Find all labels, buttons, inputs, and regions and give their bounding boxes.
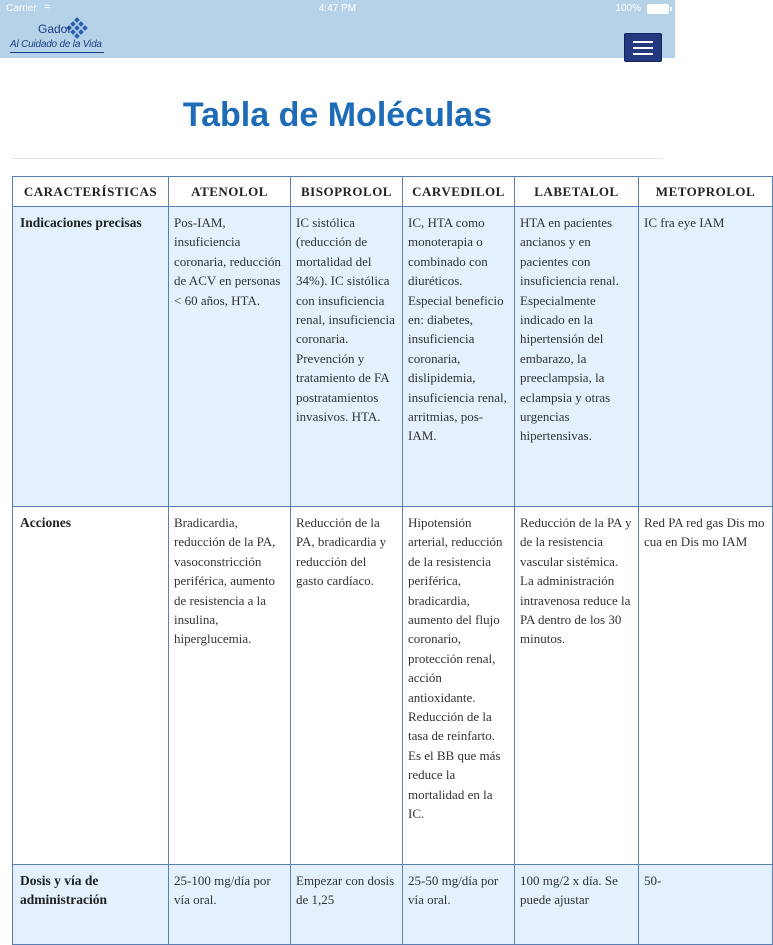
status-bar	[0, 0, 675, 18]
title-divider	[12, 158, 663, 159]
table-cell: 50-	[639, 865, 773, 945]
table-row	[13, 207, 773, 507]
logo-brand: Gador	[38, 22, 72, 36]
battery-percent: 100%	[615, 3, 641, 14]
table-row	[13, 507, 773, 865]
row-label-acciones: Acciones	[13, 507, 169, 865]
molecules-table-scroll[interactable]	[12, 176, 765, 908]
table-cell: Pos-IAM, insuficiencia coronaria, reducción de ACV en personas < 60 años, HTA.	[169, 207, 291, 507]
table-row	[13, 865, 773, 945]
hamburger-menu-icon	[633, 41, 653, 43]
table-cell: HTA en pacientes ancianos y en pacientes con insuficiencia renal. Especialmente indicado en la hipertensión del embarazo, la preeclampsia, la eclampsia y otras urgencias hipertensivas.	[515, 207, 639, 507]
gador-logo[interactable]	[10, 20, 110, 56]
table-cell: Bradicardia, reducción de la PA, vasoconstricción periférica, aumento de resistencia a la insulina, hiperglucemia.	[169, 507, 291, 865]
carrier-label: Carrier	[6, 3, 37, 14]
table-header-row	[13, 177, 773, 207]
page-title: Tabla de Moléculas	[182, 96, 493, 134]
status-time: 4:47 PM	[318, 3, 357, 14]
row-label-indicaciones: Indicaciones precisas	[13, 207, 169, 507]
hamburger-menu-icon	[633, 53, 653, 55]
header-metoprolol: METOPROLOL	[639, 177, 773, 207]
table-cell: Reducción de la PA y de la resistencia vascular sistémica. La administración intravenosa reduce la PA dentro de los 30 minutos.	[515, 507, 639, 865]
molecules-table	[12, 176, 773, 945]
table-cell: 25-100 mg/día por vía oral.	[169, 865, 291, 945]
battery-icon	[647, 4, 669, 14]
header-caracteristicas: CARACTERÍSTICAS	[13, 177, 169, 207]
logo-underline	[10, 52, 104, 53]
table-cell: IC sistólica (reducción de mortalidad del 34%). IC sistólica con insuficiencia renal, insuficiencia coronaria. Prevención y tratamiento de FA postratamientos invasivos. HTA.	[291, 207, 403, 507]
table-cell: 25-50 mg/día por vía oral.	[403, 865, 515, 945]
logo-tagline: Al Cuidado de la Vida	[10, 39, 102, 50]
wifi-icon: ≈	[44, 1, 51, 13]
table-cell: IC, HTA como monoterapia o combinado con diuréticos. Especial beneficio en: diabetes, insuficiencia coronaria, dislipidemia, insuficiencia renal, arritmias, pos-IAM.	[403, 207, 515, 507]
table-cell: Empezar con dosis de 1,25	[291, 865, 403, 945]
app-header	[0, 18, 675, 58]
header-bisoprolol: BISOPROLOL	[291, 177, 403, 207]
table-cell: IC fra eye IAM	[639, 207, 773, 507]
table-cell: 100 mg/2 x día. Se puede ajustar	[515, 865, 639, 945]
table-cell: Hipotensión arterial, reducción de la resistencia periférica, bradicardia, aumento del flujo coronario, protección renal, acción antioxidante. Reducción de la tasa de reinfarto. Es el BB que más reduce la mortalidad en la IC.	[403, 507, 515, 865]
header-carvedilol: CARVEDILOL	[403, 177, 515, 207]
header-labetalol: LABETALOL	[515, 177, 639, 207]
header-atenolol: ATENOLOL	[169, 177, 291, 207]
table-cell: Red PA red gas Dis mo cua en Dis mo IAM	[639, 507, 773, 865]
hamburger-menu-icon	[633, 47, 653, 49]
menu-button[interactable]	[624, 33, 662, 62]
row-label-dosis: Dosis y vía de administración	[13, 865, 169, 945]
table-cell: Reducción de la PA, bradicardia y reducción del gasto cardíaco.	[291, 507, 403, 865]
